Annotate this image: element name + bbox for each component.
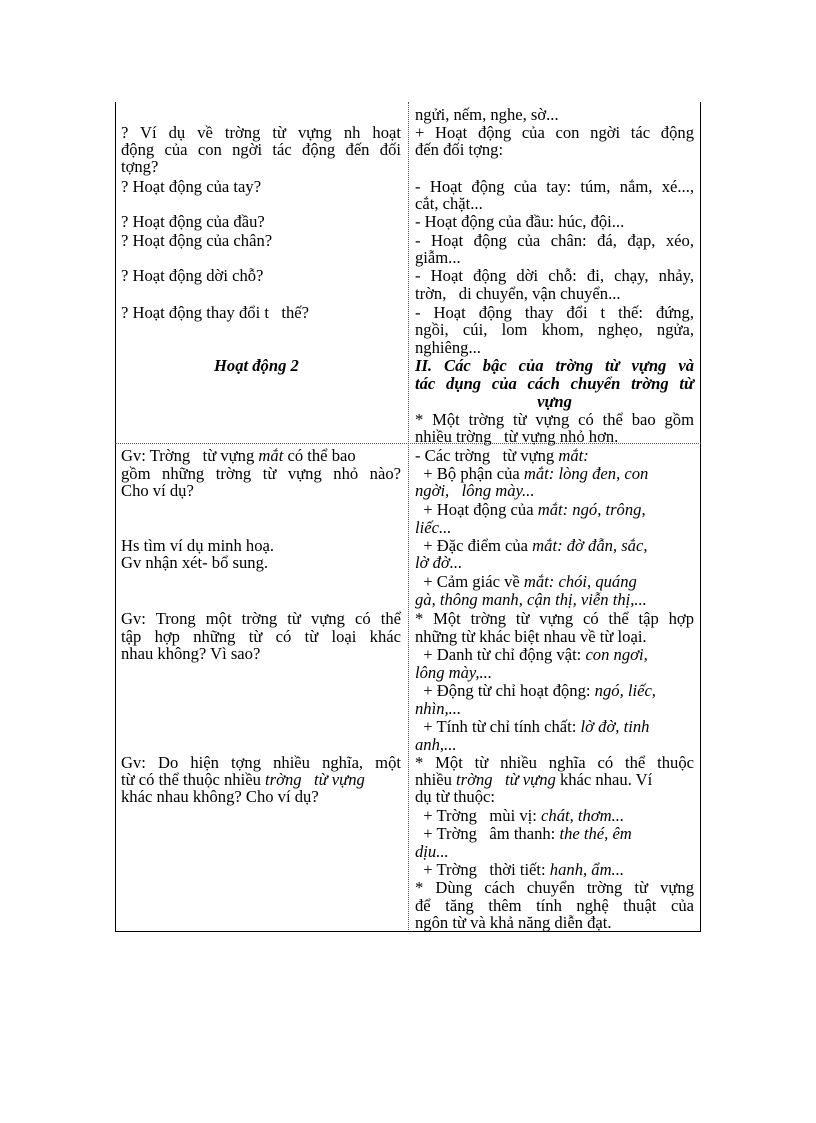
eye-parts-line2: ngời, lông mày... [415, 481, 535, 500]
eye-feelings-line2: gà, thông manh, cận thị, viễn thị,... [415, 590, 647, 609]
summary-4-line2: để tăng thêm tính nghệ thuật của [415, 896, 694, 915]
gv-question-2-line3: nhau không? Vì sao? [121, 644, 261, 663]
summary-3-line3: dụ từ thuộc: [415, 787, 495, 806]
eye-actions-line1: + Hoạt động của mắt: ngó, trông, [415, 500, 646, 519]
table-right-border [700, 102, 701, 932]
eye-fields-heading: - Các trờng từ vựng mắt: [415, 446, 589, 465]
gv-question-1-line1: Gv: Trờng từ vựng mắt có thể bao [121, 446, 356, 465]
answer-hand-line1: - Hoạt động của tay: túm, nắm, xé..., [415, 177, 694, 196]
gv-question-1-line3: Cho ví dụ? [121, 481, 194, 500]
table-middle-border [408, 102, 409, 932]
sound-field-line2: dịu... [415, 842, 449, 861]
sound-field-line1: + Trờng âm thanh: the thé, êm [415, 824, 632, 843]
summary-2-line1: * Một trờng từ vựng có thể tập hợp [415, 609, 694, 628]
summary-4-line3: ngôn từ và khả năng diễn đạt. [415, 913, 612, 932]
answer-senses-cont: ngửi, nếm, nghe, sờ... [415, 105, 559, 124]
weather-field: + Trờng thời tiết: hanh, ẩm... [415, 860, 625, 879]
right-column [415, 0, 694, 931]
summary-2-line2: những từ khác biệt nhau về từ loại. [415, 627, 647, 646]
left-column [121, 0, 401, 931]
adjective-example-line1: + Tính từ chỉ tính chất: lờ đờ, tinh [415, 717, 650, 736]
answer-posture-line1: - Hoạt động thay đổi t thế: đứng, [415, 303, 694, 322]
answer-hand-line2: cắt, chặt... [415, 194, 483, 213]
answer-posture-line3: nghiêng... [415, 338, 481, 357]
answer-move-line2: trờn, di chuyển, vận chuyển... [415, 284, 621, 303]
eye-actions-line2: liếc... [415, 518, 452, 537]
section-heading-line2: tác dụng của cách chuyển trờng từ [415, 374, 694, 393]
smell-field: + Trờng mùi vị: chát, thơm... [415, 806, 625, 825]
summary-3-line1: * Một từ nhiều nghĩa có thể thuộc [415, 753, 694, 772]
answer-posture-line2: ngồi, cúi, lom khom, nghẹo, ngửa, [415, 320, 694, 339]
question-example-line2: động của con ngời tác động đến đối [121, 140, 401, 159]
gv-question-2-line1: Gv: Trong một trờng từ vựng có thể [121, 609, 401, 628]
adjective-example-line2: anh,... [415, 735, 457, 754]
gv-question-2-line2: tập hợp những từ có từ loại khác [121, 627, 401, 646]
noun-example-line2: lông mày,... [415, 663, 492, 682]
question-posture: ? Hoạt động thay đổi t thế? [121, 303, 310, 322]
answer-foot-line1: - Hoạt động của chân: đá, đạp, xéo, [415, 231, 694, 250]
summary-3-line2: nhiều trờng từ vựng khác nhau. Ví [415, 770, 653, 789]
summary-1-line1: * Một trờng từ vựng có thể bao gồm [415, 410, 694, 429]
answer-activity-line2: đến đối tợng: [415, 140, 504, 159]
table-left-border [115, 102, 116, 932]
question-example-line1: ? Ví dụ về trờng từ vựng nh hoạt [121, 123, 401, 142]
question-head: ? Hoạt động của đầu? [121, 212, 265, 231]
answer-head: - Hoạt động của đầu: húc, đội... [415, 212, 625, 231]
question-hand: ? Hoạt động của tay? [121, 177, 262, 196]
gv-question-3-line2: từ có thể thuộc nhiều trờng từ vựng [121, 770, 365, 789]
answer-foot-line2: giẫm... [415, 248, 461, 267]
gv-question-1-line2: gồm những trờng từ vựng nhỏ nào? [121, 464, 401, 483]
question-move: ? Hoạt động dời chỗ? [121, 266, 264, 285]
eye-feelings-line1: + Cảm giác về mắt: chói, quáng [415, 572, 637, 591]
summary-1-line2: nhiều trờng từ vựng nhỏ hơn. [415, 427, 619, 446]
gv-question-3-line3: khác nhau không? Cho ví dụ? [121, 787, 319, 806]
answer-move-line1: - Hoạt động dời chỗ: đi, chạy, nhảy, [415, 266, 694, 285]
activity-2-heading: Hoạt động 2 [214, 356, 299, 375]
noun-example-line1: + Danh từ chỉ động vật: con ngơi, [415, 645, 648, 664]
verb-example-line1: + Động từ chỉ hoạt động: ngó, liếc, [415, 681, 656, 700]
answer-activity-line1: + Hoạt động của con ngời tác động [415, 123, 694, 142]
verb-example-line2: nhìn,... [415, 699, 462, 718]
eye-traits-line2: lờ đờ... [415, 553, 463, 572]
hs-example: Hs tìm ví dụ minh hoạ. [121, 536, 275, 555]
summary-4-line1: * Dùng cách chuyển trờng từ vựng [415, 878, 694, 897]
section-heading-line3: vựng [537, 392, 572, 411]
eye-parts-line1: + Bộ phận của mắt: lòng đen, con [415, 464, 649, 483]
gv-comment: Gv nhận xét- bổ sung. [121, 553, 269, 572]
question-foot: ? Hoạt động của chân? [121, 231, 273, 250]
eye-traits-line1: + Đặc điểm của mắt: đờ đẫn, sắc, [415, 536, 648, 555]
table-bottom-border [115, 931, 701, 932]
section-heading-line1: II. Các bậc của trờng từ vựng và [415, 356, 694, 375]
question-example-line3: tợng? [121, 157, 159, 176]
gv-question-3-line1: Gv: Do hiện tợng nhiều nghĩa, một [121, 753, 401, 772]
